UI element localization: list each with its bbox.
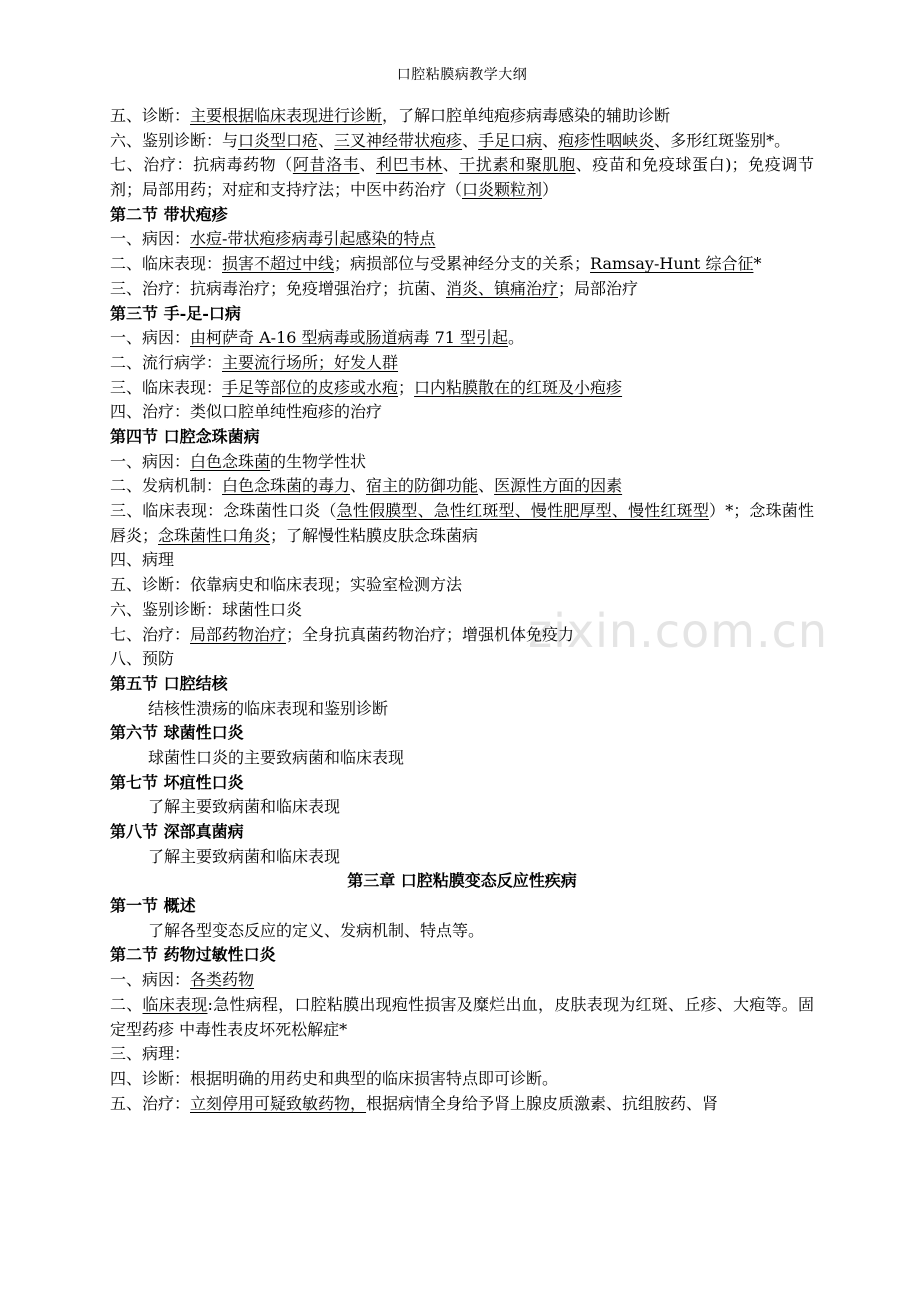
text-line: [110, 400, 814, 425]
underlined-text: Ramsay-Hunt 综合征: [590, 254, 754, 274]
underlined-text: 白色念珠菌: [190, 451, 271, 471]
underlined-text: 消炎、镇痛治疗: [446, 278, 559, 298]
underlined-text: 手足等部位的皮疹或水疱: [222, 377, 399, 397]
underlined-text: 立刻停用可疑致敏药物，: [190, 1093, 367, 1113]
underlined-text: 三叉神经带状疱疹: [334, 130, 463, 150]
text-segment: 了解各型变态反应的定义、发病机制、特点等。: [148, 920, 485, 940]
page-header: 口腔粘膜病教学大纲: [396, 67, 528, 83]
text-line: [110, 153, 814, 202]
text-segment: 四、诊断：根据明确的用药史和典型的临床损害特点即可诊断。: [110, 1068, 559, 1088]
text-line: [110, 252, 814, 277]
text-segment: 了解主要致病菌和临床表现: [148, 846, 341, 866]
section-heading: [110, 869, 814, 894]
text-segment: 二、流行病学：: [110, 352, 223, 372]
text-segment: ；: [398, 377, 415, 397]
watermark: zixin.com.cn: [528, 604, 829, 658]
underlined-text: 口内粘膜散在的红斑及小疱疹: [414, 377, 623, 397]
text-segment: 七、治疗：抗病毒药物（: [110, 155, 293, 175]
text-segment: 、: [542, 130, 559, 150]
text-line: [110, 573, 814, 598]
underlined-text: 急性假膜型、急性红斑型、慢性肥厚型、慢性红斑型: [336, 501, 710, 521]
underlined-text: 局部药物治疗: [190, 624, 287, 644]
text-segment: 五、治疗：: [110, 1093, 191, 1113]
underlined-text: 损害不超过中线: [222, 254, 335, 274]
underlined-text: 由柯萨奇 A-16 型病毒或肠道病毒 71 型引起: [190, 328, 509, 348]
text-line: [110, 1067, 814, 1092]
text-segment: 结核性溃疡的临床表现和鉴别诊断: [148, 698, 389, 718]
underlined-text: 主要流行场所；好发人群: [222, 352, 399, 372]
underlined-text: 手足口病: [478, 130, 543, 150]
text-segment: 三、临床表现：: [110, 377, 223, 397]
text-segment: ；了解慢性粘膜皮肤念珠菌病: [270, 525, 479, 545]
text-line: [110, 326, 814, 351]
section-heading: [110, 203, 814, 228]
text-segment: 、多形红斑鉴别*。: [654, 130, 791, 150]
underlined-text: 疱疹性咽峡炎: [558, 130, 655, 150]
document-page: [110, 64, 814, 1116]
text-segment: 了解主要致病菌和临床表现: [148, 797, 341, 817]
text-segment: 三、病理：: [110, 1044, 191, 1064]
text-segment: 第二节 药物过敏性口炎: [110, 945, 276, 965]
text-line: [110, 598, 814, 623]
underlined-text: 阿昔洛韦: [292, 155, 360, 175]
text-segment: 三、临床表现：念珠菌性口炎（: [110, 501, 337, 521]
text-segment: 五、诊断：: [110, 106, 191, 125]
text-line: [110, 697, 814, 722]
section-heading: [110, 302, 814, 327]
text-line: [110, 1092, 814, 1117]
text-segment: 、: [318, 130, 335, 150]
section-heading: [110, 943, 814, 968]
section-heading: [110, 672, 814, 697]
text-segment: ；局部治疗: [558, 278, 639, 298]
text-segment: 、: [462, 130, 479, 150]
text-segment: 二、发病机制：: [110, 476, 223, 496]
text-segment: 根据病情全身给予肾上腺皮质激素、抗组胺药、肾: [366, 1093, 719, 1113]
text-segment: 、: [350, 476, 367, 496]
text-segment: 、: [442, 155, 460, 175]
text-segment: 、: [359, 155, 377, 175]
text-segment: 一、病因：: [110, 328, 191, 348]
section-heading: [110, 820, 814, 845]
text-segment: 第三节 手-足-口病: [110, 303, 241, 323]
text-segment: 第四节 口腔念珠菌病: [110, 427, 260, 446]
text-line: [110, 993, 814, 1042]
underlined-text: 口炎颗粒剂: [462, 180, 543, 200]
text-line: [110, 845, 814, 870]
text-segment: 三、治疗：抗病毒治疗；免疫增强治疗；抗菌、: [110, 278, 447, 298]
text-segment: ）: [542, 180, 559, 200]
text-segment: 第七节 坏疽性口炎: [110, 772, 244, 792]
text-segment: 四、病理: [110, 550, 175, 570]
section-heading: [110, 771, 814, 796]
underlined-text: 宿主的防御功能: [366, 476, 479, 496]
section-heading: [110, 894, 814, 919]
text-segment: 一、病因：: [110, 451, 191, 471]
section-heading: [110, 425, 814, 450]
text-segment: 的生物学性状: [270, 451, 367, 471]
text-segment: *: [753, 254, 762, 274]
text-segment: 六、鉴别诊断：与: [110, 130, 239, 150]
text-segment: ，了解口腔单纯疱疹病毒感染的辅助诊断: [382, 106, 671, 125]
underlined-text: 念珠菌性口角炎: [158, 525, 271, 545]
text-segment: 。: [508, 328, 525, 348]
underlined-text: 主要根据临床表现进行诊断: [190, 106, 383, 125]
underlined-text: 利巴韦林: [376, 155, 443, 175]
text-line: [110, 647, 814, 672]
text-segment: 第六节 球菌性口炎: [110, 723, 244, 743]
text-segment: ；全身抗真菌药物治疗；增强机体免疫力: [286, 624, 575, 644]
text-line: [110, 795, 814, 820]
text-segment: 一、病因：: [110, 970, 191, 990]
text-line: [110, 104, 814, 129]
text-line: [110, 919, 814, 944]
text-segment: 二、临床表现：: [110, 254, 223, 274]
text-line: [110, 450, 814, 475]
text-segment: 第八节 深部真菌病: [110, 822, 244, 842]
text-segment: 八、预防: [110, 649, 175, 669]
text-line: [110, 277, 814, 302]
text-segment: 第二节 带状疱疹: [110, 204, 228, 224]
text-segment: ；病损部位与受累神经分支的关系；: [334, 254, 591, 274]
document-body: [110, 104, 814, 1116]
text-line: [110, 129, 814, 154]
underlined-text: 干扰素和聚肌胞: [459, 155, 576, 175]
text-segment: 、疫苗和免疫球蛋白)；免疫调节剂；局部用药；对症和支持疗法；中医中药治疗（: [110, 155, 814, 200]
underlined-text: 水痘-带状疱疹病毒引起感染的特点: [190, 229, 436, 249]
text-line: [110, 351, 814, 376]
text-line: [110, 474, 814, 499]
text-segment: 七、治疗：: [110, 624, 191, 644]
text-segment: 球菌性口炎的主要致病菌和临床表现: [148, 747, 405, 767]
underlined-text: 口炎型口疮: [238, 130, 319, 150]
text-segment: 第一节 概述: [110, 896, 196, 916]
text-segment: :急性病程，口腔粘膜出现疱性损害及糜烂出血，皮肤表现为红斑、丘疹、大疱等。固定型药疹 中毒性表皮坏死松解症*: [110, 994, 814, 1039]
text-line: [110, 746, 814, 771]
text-line: [110, 623, 814, 648]
text-segment: ）*；念珠菌性唇炎；: [110, 501, 814, 545]
text-segment: 四、治疗：类似口腔单纯性疱疹的治疗: [110, 402, 383, 422]
underlined-text: 医源性方面的因素: [494, 476, 623, 496]
section-heading: [110, 721, 814, 746]
underlined-text: 临床表现: [142, 994, 208, 1014]
text-segment: 六、鉴别诊断：球菌性口炎: [110, 599, 303, 619]
text-line: [110, 968, 814, 993]
text-line: [110, 548, 814, 573]
text-line: [110, 1042, 814, 1067]
text-segment: 第三章 口腔粘膜变态反应性疾病: [347, 871, 577, 891]
text-line: [110, 376, 814, 401]
text-segment: 、: [478, 476, 495, 496]
text-segment: 二、: [110, 994, 143, 1014]
underlined-text: 各类药物: [190, 970, 255, 990]
text-segment: 第五节 口腔结核: [110, 673, 228, 693]
text-line: [110, 227, 814, 252]
text-line: [110, 499, 814, 548]
text-segment: 五、诊断：依靠病史和临床表现；实验室检测方法: [110, 575, 463, 595]
underlined-text: 白色念珠菌的毒力: [222, 476, 351, 496]
text-segment: 一、病因：: [110, 229, 191, 249]
